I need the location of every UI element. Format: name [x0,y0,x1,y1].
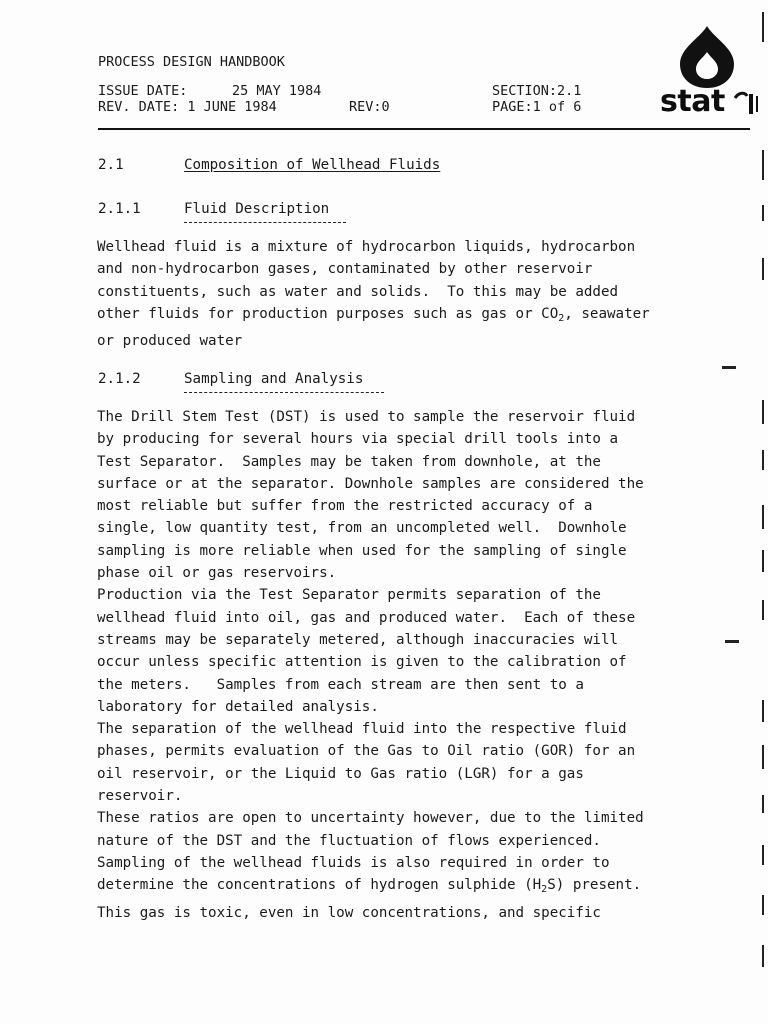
paragraph-line: Wellhead fluid is a mixture of hydrocarbon liquids, hydrocarbon [97,239,636,255]
paragraph-line: constituents, such as water and solids. To this may be added [97,283,619,300]
logo-text: stat [660,84,725,119]
paragraph-line: Production via the Test Separator permits separation of the [97,587,601,604]
h2s-subscript: 2 [541,884,548,896]
paragraph-line: The Drill Stem Test (DST) is used to sample the reservoir fluid [97,409,636,425]
paragraph-line: and non-hydrocarbon gases, contaminated by other reservoir [97,261,593,278]
paragraph-line [97,303,737,330]
section-ref: SECTION:2.1 [492,83,582,99]
paragraph-line: laboratory for detailed analysis. [97,698,379,715]
issue-date: 25 MAY 1984 [232,83,322,99]
subsection-title: Sampling and Analysis [184,371,364,387]
statoil-drop-logo-icon [672,24,742,90]
paragraph-line: single, low quantity test, from an uncompleted well. Downhole [97,520,627,537]
h2s-line-tail: S) present. [547,877,642,894]
paragraph-line: oil reservoir, or the Liquid to Gas ratio (LGR) for a gas [97,765,584,782]
scan-mark [725,640,739,643]
paragraph-line: Test Separator. Samples may be taken from downhole, at the [97,453,601,470]
scan-mark [762,505,764,529]
paragraph-line: nature of the DST and the fluctuation of flows experienced. [97,832,601,849]
paragraph-line: This gas is toxic, even in low concentrations, and specific [97,904,601,921]
paragraph-line: the meters. Samples from each stream are then sent to a [97,676,584,693]
paragraph-line: Sampling of the wellhead fluids is also required in order to [97,854,610,871]
h2s-line-text: determine the concentrations of hydrogen sulphide (H [97,877,542,894]
fluid-description-paragraph [97,236,737,352]
header-rule [98,128,750,130]
paragraph-line: reservoir. [97,788,183,805]
scan-mark [762,845,764,865]
scan-mark [762,258,764,280]
issue-date-label: ISSUE DATE: [98,83,188,99]
paragraph-line [97,874,737,901]
paragraph-line: most reliable but suffer from the restricted accuracy of a [97,498,593,515]
title-underline-dashes [184,392,384,393]
scan-mark [762,450,764,470]
co2-line-tail: , seawater [564,305,650,322]
paragraph-line: The separation of the wellhead fluid into the respective fluid [97,721,627,738]
scan-mark [762,550,764,572]
scan-mark [762,700,764,722]
rev-date: REV. DATE: 1 JUNE 1984 [98,99,277,115]
scan-mark [762,945,764,967]
paragraph-line: streams may be separately metered, although inaccuracies will [97,631,619,648]
scan-mark [722,366,736,369]
logo-fragment-icon [733,88,763,116]
paragraph-line: occur unless specific attention is given to the calibration of [97,654,627,671]
co2-subscript: 2 [558,312,565,324]
statoil-wordmark [660,84,725,119]
title-underline-dashes [184,222,346,223]
page-ref: PAGE:1 of 6 [492,99,582,115]
subsection-number: 2.1.2 [98,371,141,387]
paragraph-line: phase oil or gas reservoirs. [97,565,337,582]
paragraph-line: by producing for several hours via special drill tools into a [97,431,619,448]
scan-mark [762,150,764,180]
scan-mark [762,745,764,769]
handbook-title: PROCESS DESIGN HANDBOOK [98,54,285,70]
paragraph-line: or produced water [97,333,243,350]
sampling-analysis-paragraph [97,406,737,924]
paragraph-line: sampling is more reliable when used for the sampling of single [97,542,627,559]
subsection-number: 2.1.1 [98,201,141,217]
scan-mark [762,12,764,42]
rev-number: REV:0 [349,99,390,115]
scan-mark [762,895,764,915]
scan-mark [762,205,764,221]
paragraph-line: These ratios are open to uncertainty however, due to the limited [97,810,644,827]
co2-line-text: other fluids for production purposes such as gas or CO [97,305,559,322]
paragraph-line: phases, permits evaluation of the Gas to Oil ratio (GOR) for an [97,743,636,760]
section-number: 2.1 [98,157,124,173]
scan-mark [762,600,764,620]
scan-mark [762,400,764,424]
paragraph-line: wellhead fluid into oil, gas and produced water. Each of these [97,609,636,626]
subsection-title: Fluid Description [184,201,330,217]
paragraph-line: surface or at the separator. Downhole samples are considered the [97,475,644,492]
scan-mark [762,795,764,813]
section-title: Composition of Wellhead Fluids [184,157,441,173]
